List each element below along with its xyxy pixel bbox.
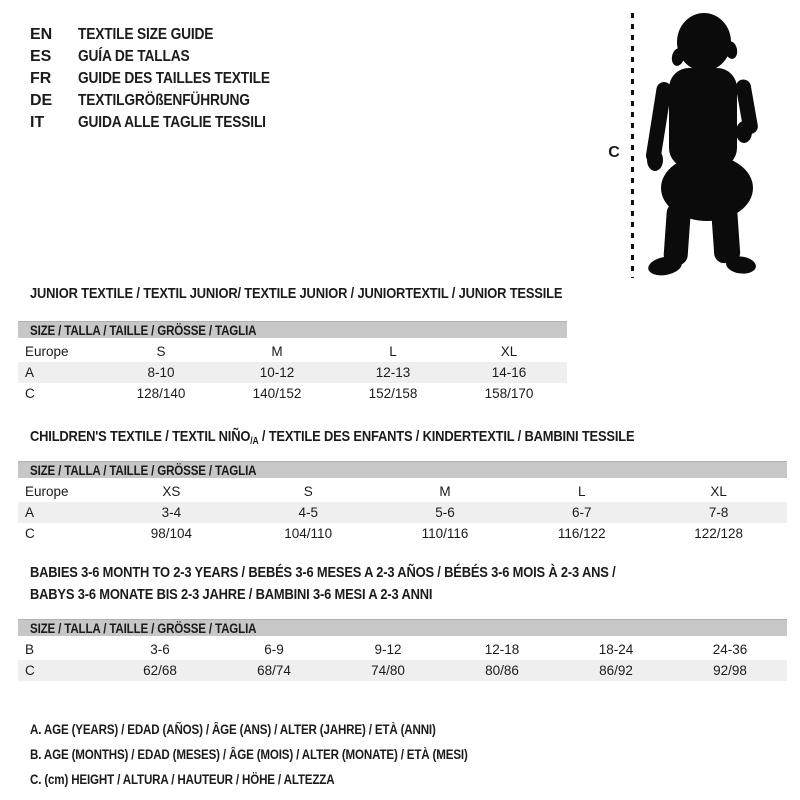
language-row-fr: [30, 68, 301, 90]
table-cell: 80/86: [485, 663, 519, 678]
legend-line-c: C. (cm) HEIGHT / ALTURA / HAUTEUR / HÖHE / ALTEZZA: [30, 772, 335, 787]
table-cell: 3-6: [150, 642, 170, 657]
table-cell: 12-13: [375, 365, 411, 380]
table-cell: 122/128: [694, 526, 743, 541]
table-cell: 74/80: [371, 663, 405, 678]
language-code: DE: [30, 92, 53, 109]
babies-size-band: SIZE / TALLA / TAILLE / GRÖSSE / TAGLIA: [18, 619, 787, 636]
table-cell: 6-7: [572, 505, 592, 520]
legend-line-a: A. AGE (YEARS) / EDAD (AÑOS) / ÂGE (ANS) / ALTER (JAHRE) / ETÀ (ANNI): [30, 722, 436, 737]
junior-size-table: [18, 341, 567, 404]
table-cell: 18-24: [598, 642, 634, 657]
language-code: EN: [30, 26, 53, 43]
table-cell: 62/68: [143, 663, 177, 678]
table-cell: L: [389, 344, 397, 359]
table-cell: 110/116: [421, 526, 469, 541]
table-cell: 9-12: [374, 642, 402, 657]
row-label: Europe: [25, 484, 69, 499]
table-cell: S: [303, 484, 313, 499]
children-size-band: SIZE / TALLA / TAILLE / GRÖSSE / TAGLIA: [18, 461, 787, 478]
row-label: B: [25, 642, 35, 657]
table-cell: L: [578, 484, 586, 499]
table-row: [18, 341, 567, 362]
table-cell: XL: [710, 484, 727, 499]
table-cell: XL: [500, 344, 518, 359]
table-cell: 14-16: [491, 365, 527, 380]
table-cell: 10-12: [259, 365, 295, 380]
height-dashed-line: [631, 13, 634, 278]
table-cell: 3-4: [161, 505, 182, 520]
language-code: FR: [30, 70, 52, 87]
language-label: GUIDA ALLE TAGLIE TESSILI: [78, 114, 266, 131]
table-cell: 24-36: [712, 642, 748, 657]
table-row: [18, 481, 787, 502]
row-label: A: [25, 505, 35, 520]
table-cell: 104/110: [284, 526, 333, 541]
row-label: C: [25, 386, 35, 401]
language-row-es: [30, 46, 301, 68]
legend-line-b: B. AGE (MONTHS) / EDAD (MESES) / ÂGE (MOIS) / ALTER (MONATE) / ETÀ (MESI): [30, 747, 468, 762]
row-label: C: [25, 663, 35, 678]
table-cell: M: [439, 484, 451, 499]
table-row: [18, 639, 787, 660]
row-label: C: [25, 526, 35, 541]
babies-section-heading: BABIES 3-6 MONTH TO 2-3 YEARS / BEBÉS 3-6 MESES A 2-3 AÑOS / BÉBÉS 3-6 MOIS À 2-3 ANS / BABYS 3-6 MONATE BIS 2-3 JAHRE / BAMBINI 3-6 MESI A 2-3 ANNI: [30, 564, 616, 603]
table-cell: 116/122: [557, 526, 606, 541]
table-row: [18, 660, 787, 681]
toddler-silhouette-icon: [645, 8, 760, 283]
table-cell: 92/98: [713, 663, 747, 678]
junior-size-band: SIZE / TALLA / TAILLE / GRÖSSE / TAGLIA: [18, 321, 567, 338]
table-cell: 5-6: [435, 505, 455, 520]
language-label: TEXTILGRÖßENFÜHRUNG: [78, 92, 250, 109]
table-cell: 152/158: [368, 386, 418, 401]
table-row: [18, 502, 787, 523]
language-label: TEXTILE SIZE GUIDE: [78, 26, 214, 43]
table-cell: 8-10: [147, 365, 175, 380]
table-cell: 158/170: [484, 386, 534, 401]
table-row: [18, 383, 567, 404]
children-size-table: [18, 481, 787, 544]
height-marker-label: C: [608, 144, 620, 161]
table-cell: 86/92: [599, 663, 633, 678]
table-row: [18, 523, 787, 544]
children-section-heading: CHILDREN'S TEXTILE / TEXTIL $NIÑO_{/A}$ / TEXTILE DES ENFANTS / KINDERTEXTIL / BAMBINI TESSILE: [30, 428, 635, 447]
table-cell: 7-8: [708, 505, 729, 520]
row-label: A: [25, 365, 35, 380]
table-cell: 98/104: [150, 526, 193, 541]
heading-subscript: /A: [250, 436, 259, 447]
table-cell: 140/152: [252, 386, 302, 401]
language-row-en: [30, 24, 301, 46]
row-label: Europe: [25, 344, 69, 359]
table-cell: 4-5: [298, 505, 318, 520]
table-cell: 12-18: [484, 642, 520, 657]
table-cell: XS: [162, 484, 181, 499]
babies-size-table: [18, 639, 787, 681]
table-row: [18, 362, 567, 383]
language-label: GUIDE DES TAILLES TEXTILE: [78, 70, 270, 87]
table-cell: M: [271, 344, 283, 359]
language-row-it: [30, 112, 301, 134]
language-list: [30, 24, 301, 134]
table-cell: 6-9: [264, 642, 284, 657]
table-cell: S: [156, 344, 166, 359]
measurement-legend: [30, 717, 539, 792]
table-cell: 128/140: [136, 386, 186, 401]
junior-section-heading: JUNIOR TEXTILE / TEXTIL JUNIOR/ TEXTILE JUNIOR / JUNIORTEXTIL / JUNIOR TESSILE: [30, 285, 563, 302]
language-row-de: [30, 90, 301, 112]
language-code: ES: [30, 48, 52, 65]
table-cell: 68/74: [257, 663, 291, 678]
language-code: IT: [30, 114, 45, 131]
language-label: GUÍA DE TALLAS: [78, 48, 190, 65]
